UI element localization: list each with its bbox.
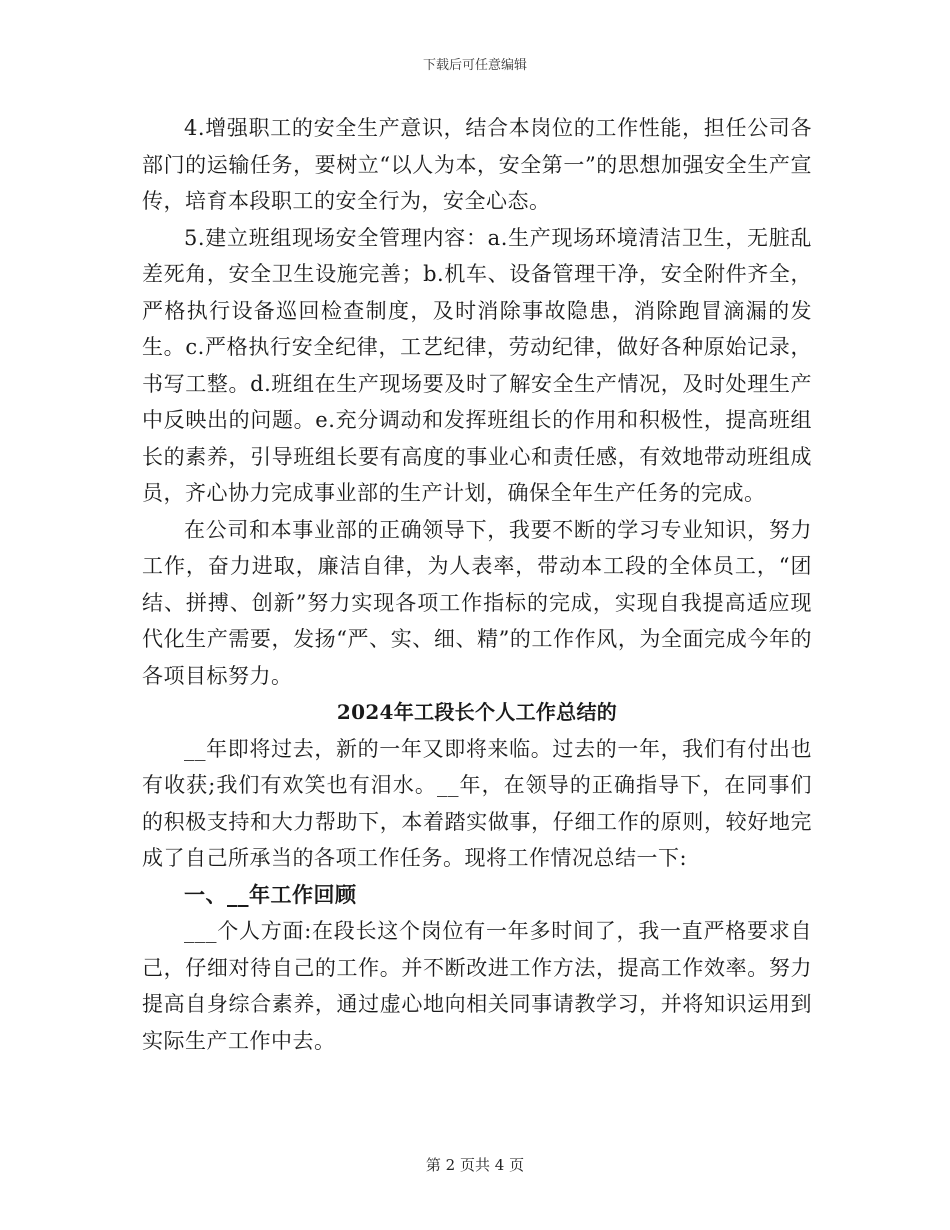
page-number-footer: 第 2 页共 4 页 — [425, 1156, 525, 1174]
paragraph-intro: __年即将过去，新的一年又即将来临。过去的一年，我们有付出也有收获;我们有欢笑也有泪水。__年，在领导的正确指导下，在同事们的积极支持和大力帮助下，本着踏实做事，仔细工作的原则，较好地完成了自己所承当的各项工作任务。现将工作情况总结一下: — [142, 736, 812, 870]
paragraph-personal: ___个人方面:在段长这个岗位有一年多时间了，我一直严格要求自己，仔细对待自己的工作。并不断改进工作方法，提高工作效率。努力提高自身综合素养，通过虚心地向相关同事请教学习，并将知识运用到实际生产工作中去。 — [142, 919, 812, 1053]
paragraph-item-5: 5.建立班组现场安全管理内容：a.生产现场环境清洁卫生，无脏乱差死角，安全卫生设施完善；b.机车、设备管理干净，安全附件齐全，严格执行设备巡回检查制度，及时消除事故隐患，消除跑冒滴漏的发生。c.严格执行安全纪律，工艺纪律，劳动纪律，做好各种原始记录，书写工整。d.班组在生产现场要及时了解安全生产情况，及时处理生产中反映出的问题。e.充分调动和发挥班组长的作用和积极性，提高班组长的素养，引导班组长要有高度的事业心和责任感，有效地带动班组成员，齐心协力完成事业部的生产计划，确保全年生产任务的完成。 — [142, 225, 812, 505]
document-body — [142, 110, 812, 1059]
heading-review: 一、__年工作回顾 — [184, 881, 357, 907]
header-note: 下载后可任意编辑 — [422, 58, 527, 73]
paragraph-item-4: 4.增强职工的安全生产意识，结合本岗位的工作性能，担任公司各部门的运输任务，要树立“以人为本，安全第一”的思想加强安全生产宣传，培育本段职工的安全行为，安全心态。 — [142, 116, 812, 213]
section-title: 2024年工段长个人工作总结的 — [336, 700, 618, 724]
paragraph-closing: 在公司和本事业部的正确领导下，我要不断的学习专业知识，努力工作，奋力进取，廉洁自律，为人表率，带动本工段的全体员工，“团结、拼搏、创新”努力实现各项工作指标的完成，实现自我提高适应现代化生产需要，发扬“严、实、细、精”的工作作风，为全面完成今年的各项目标努力。 — [142, 517, 812, 688]
